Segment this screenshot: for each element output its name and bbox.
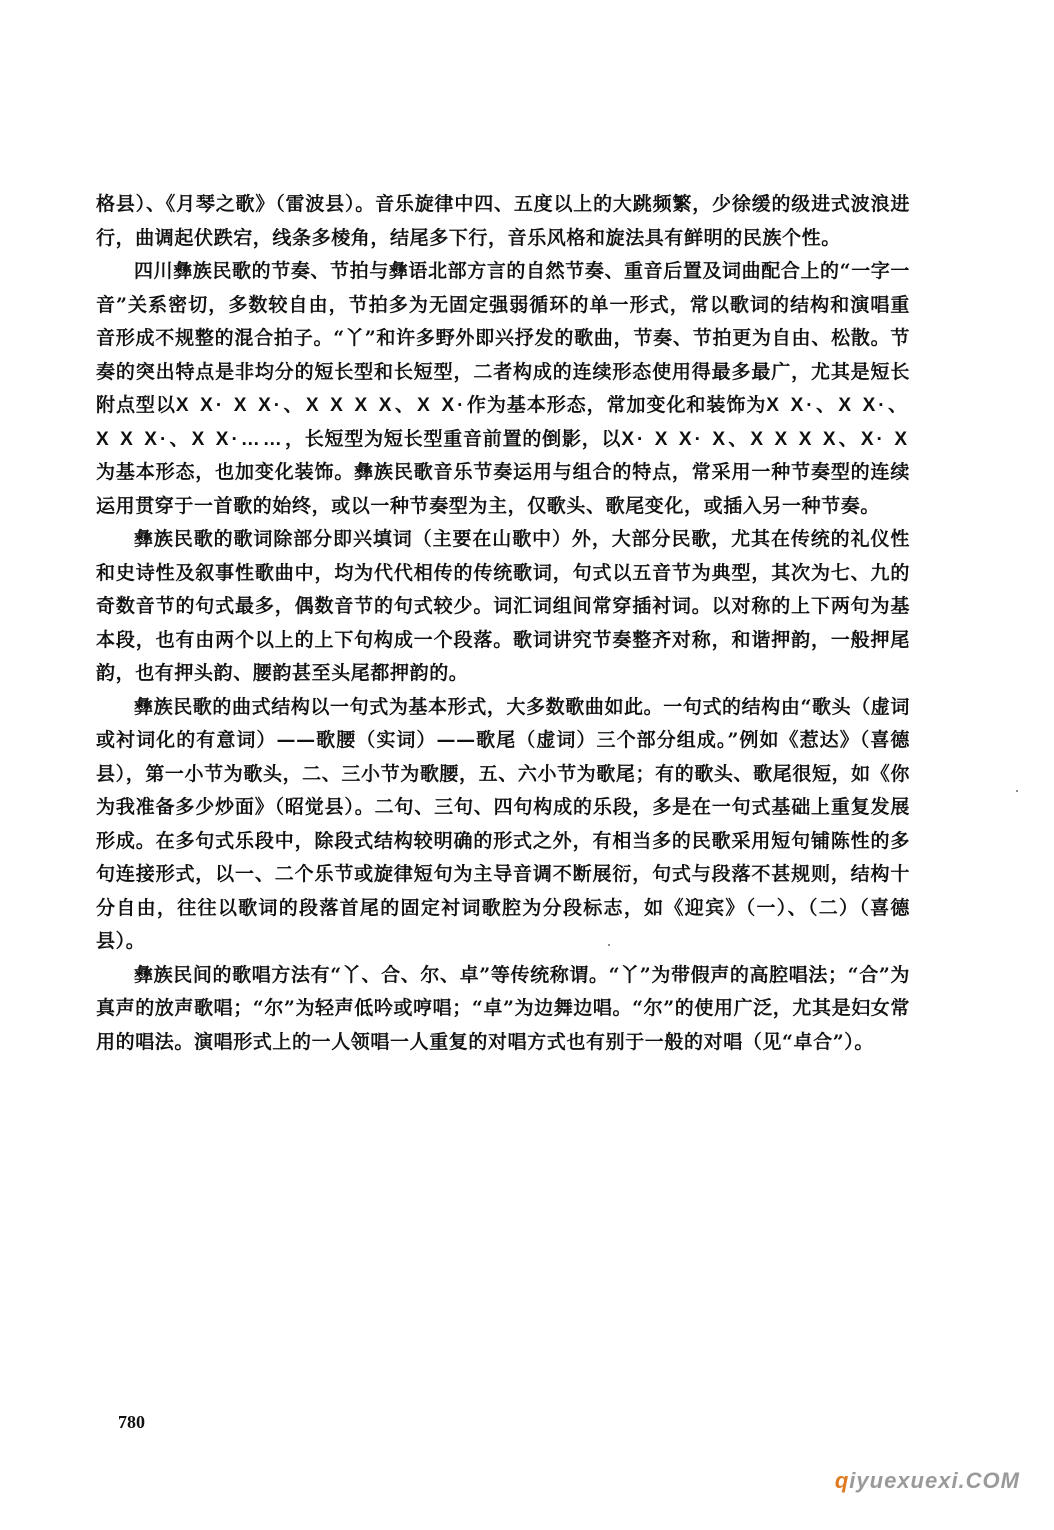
paragraph-2 <box>96 255 910 523</box>
body-text <box>96 188 910 1059</box>
paragraph-3: 彝族民歌的歌词除部分即兴填词（主要在山歌中）外，大部分民歌，尤其在传统的礼仪性和史诗性及叙事性歌曲中，均为代代相传的传统歌词，句式以五音节为典型，其次为七、九的奇数音节的句式最多，偶数音节的句式较少。词汇词组间常穿插衬词。以对称的上下两句为基本段，也有由两个以上的上下句构成一个段落。歌词讲究节奏整齐对称，和谐押韵，一般押尾韵，也有押头韵、腰韵甚至头尾都押韵的。 <box>96 528 910 684</box>
scan-speck <box>1016 790 1018 792</box>
rhythm-pattern-2: X X·、X X·、X X X·、X X·…… <box>96 395 910 450</box>
watermark-text: iyuexuexi.COM <box>849 1468 1020 1493</box>
paragraph-2-part-1: 四川彝族民歌的节奏、节拍与彝语北部方言的自然节奏、重音后置及词曲配合上的“一字一音”关系密切，多数较自由，节拍多为无固定强弱循环的单一形式，常以歌词的结构和演唱重音形成不规整的混合拍子。“丫”和许多野外即兴抒发的歌曲，节奏、节拍更为自由、松散。节奏的突出特点是非均分的短长型和长短型，二者构成的连续形态使用得最多最广，尤其是短长附点型以 <box>96 260 910 416</box>
paragraph-2-part-2: 作为基本形态，常加变化和装饰为 <box>466 394 767 416</box>
rhythm-pattern-1: X X· X X·、X X X X、X X· <box>175 395 467 416</box>
paragraph-1: 格县）、《月琴之歌》（雷波县）。音乐旋律中四、五度以上的大跳频繁，少徐缓的级进式波浪进行，曲调起伏跌宕，线条多棱角，结尾多下行，音乐风格和旋法具有鲜明的民族个性。 <box>96 193 910 249</box>
watermark <box>835 1468 1020 1494</box>
paragraph-5: 彝族民间的歌唱方法有“丫、合、尔、卓”等传统称谓。“丫”为带假声的高腔唱法；“合”为真声的放声歌唱；“尔”为轻声低吟或哼唱；“卓”为边舞边唱。“尔”的使用广泛，尤其是妇女常用的唱法。演唱形式上的一人领唱一人重复的对唱方式也有别于一般的对唱（见“卓合”）。 <box>96 963 910 1053</box>
paragraph-2-part-3: ，长短型为短长型重音前置的倒影，以 <box>284 427 622 450</box>
paragraph-4: 彝族民歌的曲式结构以一句式为基本形式，大多数歌曲如此。一句式的结构由“歌头（虚词或衬词化的有意词）——歌腰（实词）——歌尾（虚词）三个部分组成。”例如《惹达》（喜德县），第一小节为歌头，二、三小节为歌腰，五、六小节为歌尾；有的歌头、歌尾很短，如《你为我准备多少炒面》（昭觉县）。二句、三句、四句构成的乐段，多是在一句式基础上重复发展形成。在多句式乐段中，除段式结构较明确的形式之外，有相当多的民歌采用短句铺陈性的多句连接形式，以一、二个乐节或旋律短句为主导音调不断展衍，句式与段落不甚规则，结构十分自由，往往以歌词的段落首尾的固定衬词歌腔为分段标志，如《迎宾》（一）、（二）（喜德县）。 <box>96 695 910 952</box>
watermark-q: q <box>834 1468 850 1493</box>
rhythm-pattern-3: X· X X· X、X X X X、X· X <box>621 428 911 450</box>
paragraph-2-part-4: 为基本形态，也加变化装饰。彝族民歌音乐节奏运用与组合的特点，常采用一种节奏型的连续运用贯穿于一首歌的始终，或以一种节奏型为主，仅歌头、歌尾变化，或插入另一种节奏。 <box>96 461 910 517</box>
page-number: 780 <box>118 1412 145 1432</box>
scan-speck <box>608 944 610 946</box>
